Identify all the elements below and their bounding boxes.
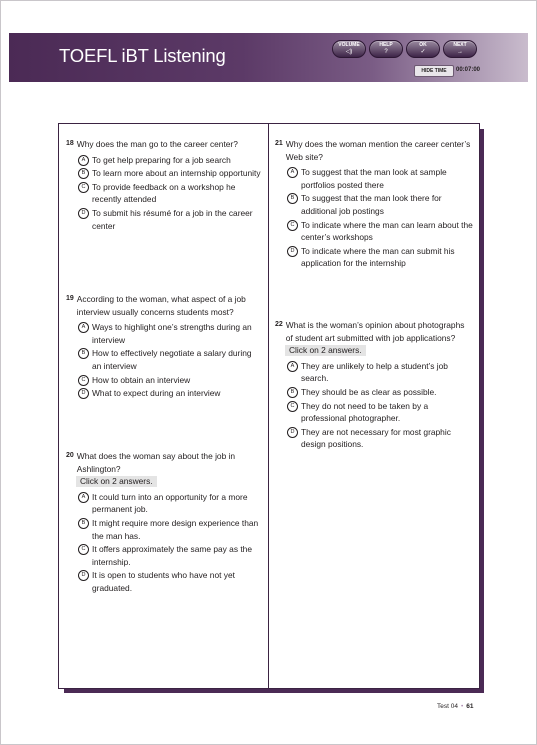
answer-option[interactable] — [287, 386, 473, 399]
option-d-checkbox[interactable]: D — [287, 427, 298, 438]
answer-options — [275, 360, 473, 451]
option-a-radio[interactable]: A — [78, 155, 89, 166]
option-d-radio[interactable]: D — [287, 246, 298, 257]
answer-options — [66, 321, 262, 400]
option-text: It is open to students who have not yet graduated. — [92, 570, 235, 593]
answer-options — [275, 166, 473, 270]
answer-options — [66, 491, 262, 595]
instruction-note: Click on 2 answers. — [76, 476, 157, 487]
question-text: Why does the man go to the career center? — [76, 139, 238, 149]
option-text: Ways to highlight one’s strengths during an interview — [92, 322, 252, 345]
question-number: 18 — [66, 140, 74, 147]
answer-option[interactable] — [287, 166, 473, 191]
check-icon: ✓ — [420, 49, 426, 55]
option-text: How to obtain an interview — [92, 374, 191, 385]
option-text: It might require more design experience than the man has. — [92, 517, 259, 541]
answer-option[interactable] — [287, 360, 473, 385]
option-c-radio[interactable]: C — [78, 182, 89, 193]
question-text: What does the woman say about the job in Ashlington? — [76, 451, 236, 474]
option-text: They are not necessary for most graphic design positions. — [301, 426, 451, 450]
answer-option[interactable] — [78, 167, 262, 180]
hide-time-button[interactable]: HIDE TIME — [414, 65, 454, 77]
next-button-label: NEXT — [453, 42, 467, 48]
question-text: Why does the woman mention the career center’s Web site? — [285, 139, 471, 162]
question-number: 20 — [66, 452, 74, 459]
app-header — [9, 33, 528, 82]
option-text: To get help preparing for a job search — [92, 154, 231, 165]
answer-options — [66, 154, 262, 233]
volume-button-label: VOLUME — [338, 42, 360, 48]
answer-option[interactable] — [78, 491, 262, 516]
answer-option[interactable] — [78, 154, 262, 167]
question-number: 21 — [275, 140, 283, 147]
question-number: 19 — [66, 295, 74, 302]
answer-option[interactable] — [287, 192, 473, 217]
question-22 — [275, 319, 473, 452]
option-text: To learn more about an internship opportunity — [92, 168, 261, 179]
option-text: They are unlikely to help a student’s job search. — [301, 360, 448, 384]
help-button-label: HELP — [379, 42, 393, 48]
option-b-checkbox[interactable]: B — [78, 518, 89, 529]
answer-option[interactable] — [78, 543, 262, 568]
question-text: According to the woman, what aspect of a job interview usually concerns students most? — [76, 294, 246, 317]
separator-dot-icon: • — [460, 703, 464, 710]
option-text: They do not need to be taken by a professional photographer. — [301, 400, 429, 424]
page-number: 61 — [466, 703, 474, 710]
speaker-icon: ◁) — [345, 49, 353, 55]
answer-option[interactable] — [287, 245, 473, 270]
column-divider — [268, 123, 269, 689]
option-text: To suggest that the man look at sample portfolios posted there — [301, 167, 447, 190]
answer-option[interactable] — [287, 400, 473, 425]
answer-option[interactable] — [78, 569, 262, 594]
option-d-radio[interactable]: D — [78, 208, 89, 219]
answer-option[interactable] — [78, 207, 262, 232]
app-title: TOEFL iBT Listening — [59, 45, 226, 66]
question-20 — [66, 450, 262, 596]
option-text: To indicate where the man can learn about the center’s workshops — [301, 219, 473, 243]
option-a-checkbox[interactable]: A — [287, 361, 298, 372]
option-text: To submit his résumé for a job in the career center — [92, 207, 253, 231]
question-text: What is the woman’s opinion about photographs of student art submitted with job applications? — [285, 320, 465, 343]
option-b-radio[interactable]: B — [287, 193, 298, 204]
option-d-radio[interactable]: D — [78, 388, 89, 399]
question-number: 22 — [275, 321, 283, 328]
option-text: To provide feedback on a workshop he recently attended — [92, 181, 236, 205]
option-text: It offers approximately the same pay as the internship. — [92, 544, 252, 567]
option-c-radio[interactable]: C — [78, 375, 89, 386]
option-text: They should be as clear as possible. — [301, 386, 437, 397]
option-a-radio[interactable]: A — [78, 322, 89, 333]
answer-option[interactable] — [287, 219, 473, 244]
volume-button[interactable] — [332, 40, 366, 58]
help-button[interactable] — [369, 40, 403, 58]
answer-option[interactable] — [78, 321, 262, 346]
ok-button[interactable] — [406, 40, 440, 58]
option-text: To indicate where the man can submit his application for the internship — [301, 245, 455, 269]
option-d-checkbox[interactable]: D — [78, 570, 89, 581]
question-21 — [275, 138, 473, 271]
option-a-radio[interactable]: A — [287, 167, 298, 178]
option-text: It could turn into an opportunity for a more permanent job. — [92, 491, 248, 515]
instruction-note: Click on 2 answers. — [285, 345, 366, 356]
option-text: How to effectively negotiate a salary during an interview — [92, 348, 252, 371]
answer-option[interactable] — [78, 387, 262, 400]
question-19 — [66, 293, 262, 401]
page-footer — [437, 703, 473, 710]
option-text: To suggest that the man look there for additional job postings — [301, 193, 442, 216]
option-a-checkbox[interactable]: A — [78, 492, 89, 503]
answer-option[interactable] — [78, 181, 262, 206]
option-c-radio[interactable]: C — [287, 220, 298, 231]
option-b-radio[interactable]: B — [78, 348, 89, 359]
option-b-checkbox[interactable]: B — [287, 387, 298, 398]
option-b-radio[interactable]: B — [78, 168, 89, 179]
test-label: Test 04 — [437, 703, 458, 710]
help-icon: ? — [384, 49, 388, 55]
answer-option[interactable] — [78, 374, 262, 387]
question-18 — [66, 138, 262, 233]
option-c-checkbox[interactable]: C — [287, 401, 298, 412]
next-button[interactable] — [443, 40, 477, 58]
answer-option[interactable] — [287, 426, 473, 451]
timer: 00:07:00 — [456, 67, 481, 73]
option-text: What to expect during an interview — [92, 388, 221, 399]
option-c-checkbox[interactable]: C — [78, 544, 89, 555]
ok-button-label: OK — [419, 42, 427, 48]
answer-option[interactable] — [78, 517, 262, 542]
next-arrow-icon: → — [457, 49, 463, 55]
answer-option[interactable] — [78, 347, 262, 372]
